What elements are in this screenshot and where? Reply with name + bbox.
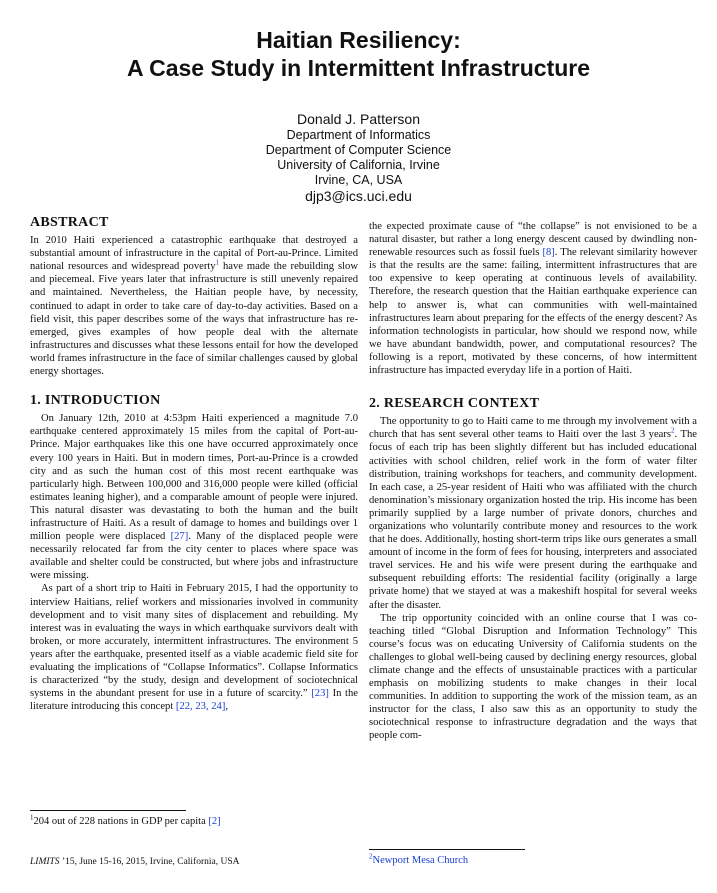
research-paragraph-1 [369, 415, 697, 611]
intro-p2-text-b: In the literature introducing this concept [30, 688, 358, 713]
abstract-text-b: have made the rebuilding slow and piecemeal. Five years later that infrastructure is still unevenly repaired and maintained. Nevertheless, the Haitian people have, by necessity, continued to adapt in order to take care of day-to-day activities. Based on a field visit, this paper describes some of the ways that infrastructure has re-emerged, gives examples of how people deal with the alternate infrastructures and discusses what these lessons entail for how the developed world frames infrastructure in the face of similar challenges caused by global energy shortages. [30, 261, 358, 378]
research-context-heading: 2. RESEARCH CONTEXT [369, 396, 540, 412]
author-dept-1: Department of Informatics [286, 128, 431, 142]
footnote-rule-left [30, 810, 186, 811]
author-university: University of California, Irvine [277, 158, 440, 172]
citation-27[interactable]: [27] [170, 531, 189, 543]
intro-paragraph-1 [30, 412, 358, 582]
footnote-2-number: 2 [369, 852, 373, 861]
paper-title [0, 26, 717, 82]
citation-8[interactable]: [8] [542, 247, 555, 259]
research-paragraph-2: The trip opportunity coincided with an online course that I was co-teaching titled “Global Disruption and Information Technology” This course’s focus was on educating University of California students on the challenges to global well-being caused by declining energy resources, global climate change and the effects of unsustainable practices with a particular emphasis on mobilizing students to make changes in their local communities. In addition to supporting the work of the mission team, as an instructor for the class, I also saw this as an opportunity to study the sociotechnical response to infrastructure degradation and the ways that people com- [369, 612, 697, 742]
intro-heading: 1. INTRODUCTION [30, 393, 161, 409]
right-p0-text-b: . The relevant similarity however is that the results are the same: failing, intermittent infrastructures that are too expensive to keep operating at continuous levels of availability. Therefore, the research question that the Haitian earthquake experience can help to answer is, what can communities with well-maintained infrastructures learn about preparing for the effects of the energy descent? As information technologists in particular, how should we respond now, while we have abundant bandwidth, power, and computational resources? The following is a report, motivated by these concerns, of how intermittent infrastructure has impacted everyday life in a portion of Haiti. [369, 247, 697, 377]
intro-paragraph-2 [30, 582, 358, 713]
footnote-ref-1[interactable]: 1 [215, 258, 220, 267]
intro-p2-text-a: As part of a short trip to Haiti in February 2015, I had the opportunity to interview Haitians, relief workers and missionaries involved in community development and to visit many sites of displacement and rebuilding. My interest was in evaluating the ways in which earthquake survivors dealt with broken, or more accurately, intermittent infrastructures. The environment 5 years after the earthquake, presented itself as a viable academic field site for evaluating the implications of “Collapse Informatics”. Collapse Informatics is characterized “by the study, design and development of sociotechnical systems in the abundant present for use in a future of scarcity.” [30, 583, 358, 700]
author-block [0, 110, 717, 205]
title-line-1: Haitian Resiliency: [256, 27, 461, 53]
footnote-ref-2[interactable]: 2 [671, 426, 675, 435]
footnote-1-number: 1 [30, 813, 34, 822]
research-p1-text-a: The opportunity to go to Haiti came to me through my involvement with a church that has sent several other teams to Haiti over the last 3 years [369, 416, 697, 441]
intro-p1-text-a: On January 12th, 2010 at 4:53pm Haiti experienced a magnitude 7.0 earthquake centered approximately 15 miles from the capital of Port-au-Prince. Major earthquakes like this one have occurred approximately once every 100 years in Haiti. But in modern times, Port-au-Prince is a crowded city and as such the human cost of this most recent earthquake was particularly high. Between 100,000 and 316,000 people were killed (official estimates leaning higher), and a comparable amount of people were injured. This natural disaster was devastating to both the human and the built infrastructure of Haiti. As a result of damage to homes and buildings over 1 million people were displaced [30, 413, 358, 543]
venue-details: ’15, June 15-16, 2015, Irvine, California, USA [59, 857, 240, 867]
footnote-rule-right [369, 849, 525, 850]
venue-line [30, 857, 240, 867]
intro-p1-text-b: . Many of the displaced people were necessarily relocated far from the city center to places where space was available and shelter could be constructed, but where jobs and infrastructure were missing. [30, 531, 358, 582]
citation-22-23-24[interactable]: [22, 23, 24] [175, 701, 226, 713]
author-email: djp3@ics.uci.edu [305, 188, 412, 204]
abstract-heading: ABSTRACT [30, 215, 109, 230]
right-paragraph-0 [369, 220, 697, 377]
author-dept-2: Department of Computer Science [265, 143, 452, 157]
footnote-2 [369, 854, 697, 867]
footnote-1-text: 204 out of 228 nations in GDP per capita [33, 816, 209, 827]
venue-name: LIMITS [30, 857, 60, 867]
citation-2[interactable]: [2] [208, 816, 221, 827]
footnote-2-link[interactable]: Newport Mesa Church [372, 855, 469, 866]
citation-23[interactable]: [23] [311, 688, 329, 700]
left-column [30, 216, 358, 713]
abstract-text-a: In 2010 Haiti experienced a catastrophic earthquake that destroyed a substantial amount of infrastructure in the capital of Port-au-Prince. Limited national resources and widespread poverty [30, 235, 358, 273]
footnote-1 [30, 815, 358, 828]
abstract-text [30, 234, 358, 378]
right-column [369, 220, 697, 743]
right-p0-text-a: the expected proximate cause of “the collapse” is not envisioned to be a natural disaster, but rather a long energy descent caused by dwindling non-renewable resources such as fossil fuels [369, 221, 697, 259]
research-p1-text-b: . The focus of each trip has been slightly different but has included educational activities with school children, relief work in the form of water filter distribution, training workshops for teachers, and community development. In each case, a 25-year resident of Haiti who was affiliated with the church denomination’s missionary organization hosted the trip. His income has been primarily supplied by a large number of private donors, churches and organizations who voluntarily contribute money and resources to the work that he does. Additionally, hosting short-term trips like ours generates a small amount of income in the form of fees for housing, interpreters and associated travel services. He and his wife were present during the earthquake and subsequent rebuilding efforts: The residential facility (originally a large private home) that we stayed at was a makeshift hospital for several weeks after the disaster. [369, 429, 697, 611]
author-city: Irvine, CA, USA [314, 173, 403, 187]
title-line-2: A Case Study in Intermittent Infrastructure [126, 55, 591, 81]
intro-p2-text-c: , [225, 701, 229, 713]
author-name: Donald J. Patterson [297, 111, 420, 127]
